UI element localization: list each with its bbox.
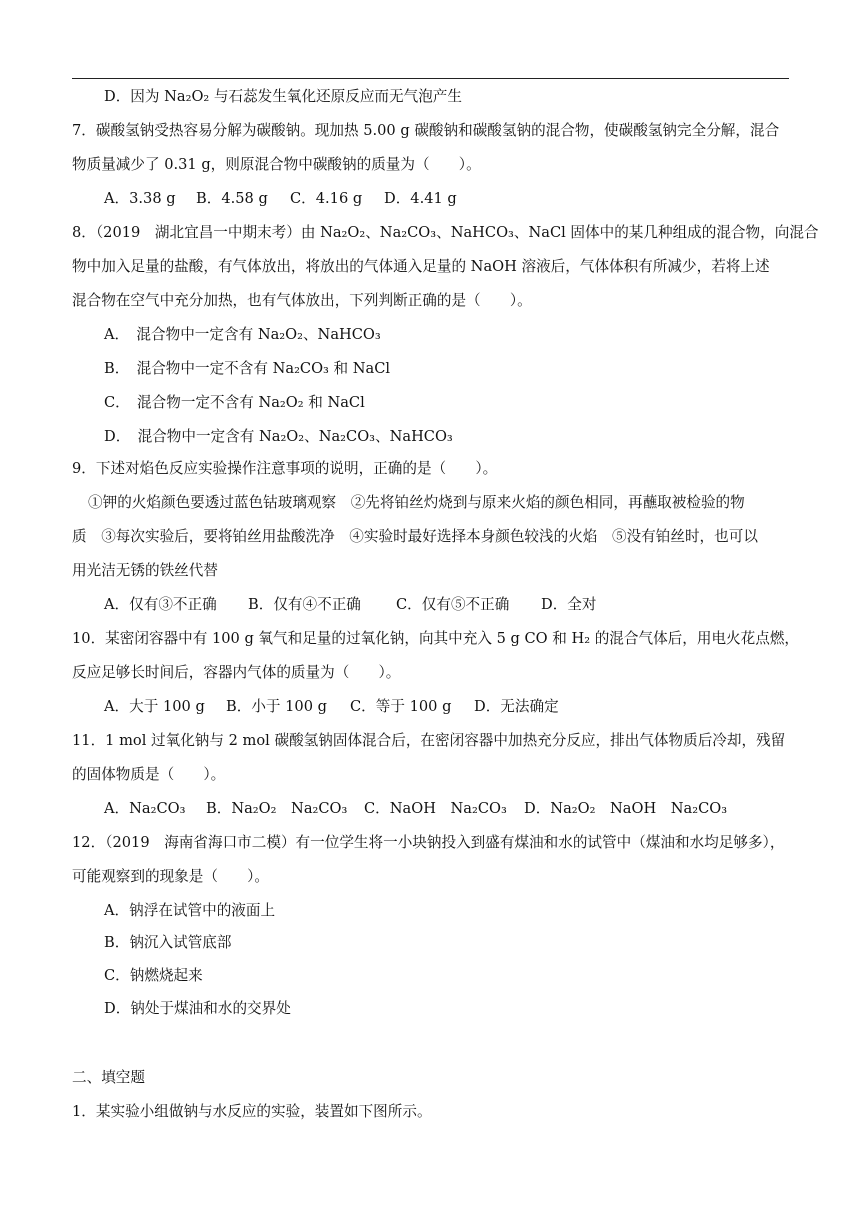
q11-option-a: A．Na₂CO₃ [104,800,186,817]
q9-option-b: B．仅有④不正确 [248,596,361,613]
q8-option-c: C． 混合物一定不含有 Na₂O₂ 和 NaCl [104,394,365,411]
q8-stem-line3: 混合物在空气中充分加热，也有气体放出，下列判断正确的是（ ）。 [72,292,532,309]
q11-stem-line1: 11．1 mol 过氧化钠与 2 mol 碳酸氢钠固体混合后，在密闭容器中加热充分反应，排出气体物质后冷却，残留 [72,732,786,749]
q9-stem-line4: 用光洁无锈的铁丝代替 [72,562,218,579]
q8-stem-line2: 物中加入足量的盐酸，有气体放出，将放出的气体通入足量的 NaOH 溶液后，气体体积有所减少，若将上述 [72,258,770,275]
q10-option-a: A．大于 100 g [104,698,205,715]
q9-option-d: D．全对 [541,596,597,613]
q11-option-c: C．NaOH Na₂CO₃ [364,800,507,817]
q11-option-b: B．Na₂O₂ Na₂CO₃ [206,800,348,817]
q10-option-b: B．小于 100 g [226,698,327,715]
q7-option-a: A．3.38 g [104,190,176,207]
section-heading: 二、填空题 [72,1069,145,1086]
q8-option-b: B． 混合物中一定不含有 Na₂CO₃ 和 NaCl [104,360,391,377]
q12-stem-line1: 12．（2019 海南省海口市二模）有一位学生将一小块钠投入到盛有煤油和水的试管中（煤油和水均足够多）， [72,834,785,851]
fill-q1-stem: 1．某实验小组做钠与水反应的实验，装置如下图所示。 [72,1103,432,1120]
q7-option-c: C．4.16 g [290,190,363,207]
q7-stem-line1: 7．碳酸氢钠受热容易分解为碳酸钠。现加热 5.00 g 碳酸钠和碳酸氢钠的混合物，使碳酸氢钠完全分解，混合 [72,122,780,139]
q12-option-d: D．钠处于煤油和水的交界处 [104,1000,291,1017]
q10-stem-line1: 10．某密闭容器中有 100 g 氧气和足量的过氧化钠，向其中充入 5 g CO 和 H₂ 的混合气体后，用电火花点燃， [72,630,800,647]
q12-option-c: C．钠燃烧起来 [104,967,203,984]
header-rule [72,78,789,79]
q10-stem-line2: 反应足够长时间后，容器内气体的质量为（ ）。 [72,664,401,681]
q10-option-d: D．无法确定 [474,698,559,715]
q8-option-a: A． 混合物中一定含有 Na₂O₂、NaHCO₃ [104,326,381,343]
q12-option-a: A．钠浮在试管中的液面上 [104,902,276,919]
q11-option-d: D．Na₂O₂ NaOH Na₂CO₃ [524,800,728,817]
q11-stem-line2: 的固体物质是（ ）。 [72,766,226,783]
q7-option-b: B．4.58 g [196,190,268,207]
q9-option-c: C．仅有⑤不正确 [396,596,510,613]
q9-stem-line1: 9．下述对焰色反应实验操作注意事项的说明，正确的是（ ）。 [72,460,498,477]
q8-stem-line1: 8．（2019 湖北宜昌一中期末考）由 Na₂O₂、Na₂CO₃、NaHCO₃、NaCl 固体中的某几种组成的混合物，向混合 [72,224,819,241]
q12-stem-line2: 可能观察到的现象是（ ）。 [72,868,270,885]
q9-stem-line2: ①钾的火焰颜色要透过蓝色钴玻璃观察 ②先将铂丝灼烧到与原来火焰的颜色相同，再蘸取被检验的物 [88,494,745,511]
q7-stem-line2: 物质量减少了 0.31 g，则原混合物中碳酸钠的质量为（ ）。 [72,156,481,173]
q6-option-d: D．因为 Na₂O₂ 与石蕊发生氧化还原反应而无气泡产生 [104,88,462,105]
q9-stem-line3: 质 ③每次实验后，要将铂丝用盐酸洗净 ④实验时最好选择本身颜色较浅的火焰 ⑤没有铂丝时，也可以 [72,528,758,545]
q10-option-c: C．等于 100 g [350,698,452,715]
q12-option-b: B．钠沉入试管底部 [104,934,232,951]
q8-option-d: D． 混合物中一定含有 Na₂O₂、Na₂CO₃、NaHCO₃ [104,428,453,445]
q9-option-a: A．仅有③不正确 [104,596,217,613]
q7-option-d: D．4.41 g [384,190,457,207]
